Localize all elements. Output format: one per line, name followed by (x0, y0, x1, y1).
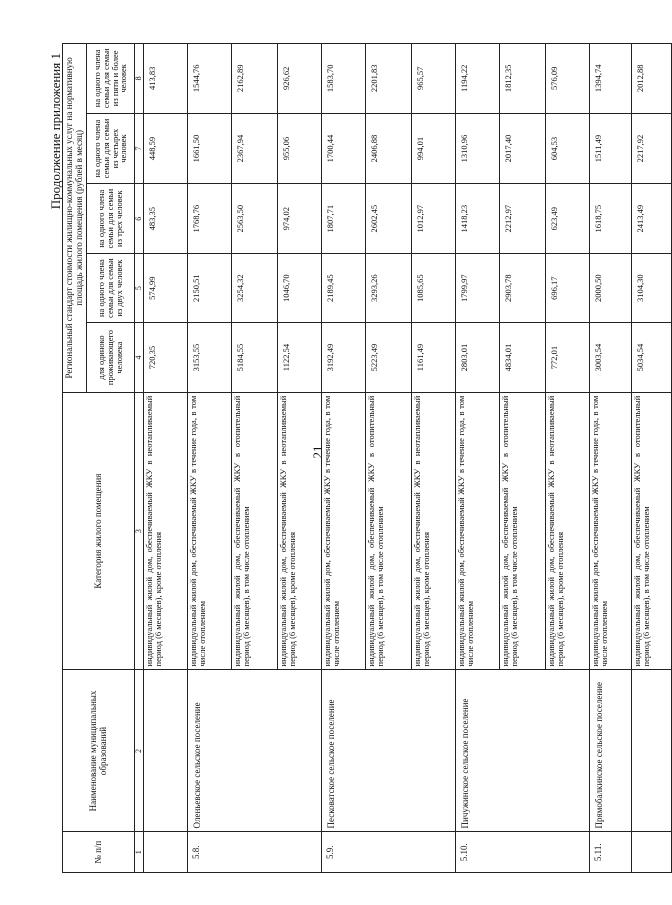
table-row (456, 44, 500, 873)
value-cell: 926,62 (278, 44, 322, 114)
value-cell: 1812,35 (500, 44, 546, 114)
value-cell: 1544,76 (188, 44, 232, 114)
value-cell: 604,53 (546, 113, 590, 184)
value-cell: 1583,70 (322, 44, 366, 114)
value-cell: 965,57 (412, 44, 456, 114)
header-sub-4: на одного члена семьи для семьи из четырех человек (87, 113, 135, 184)
value-cell: 2367,94 (232, 113, 278, 184)
municipality-name: Песковатское сельское поселение (322, 670, 456, 832)
value-cell: 955,06 (278, 113, 322, 184)
municipality-name (144, 670, 188, 832)
value-cell: 576,09 (546, 44, 590, 114)
header-category: Категория жилого помещения (63, 392, 135, 670)
value-cell: 1194,22 (456, 44, 500, 114)
header-sub-1: для одиноко проживающего человека (87, 323, 135, 392)
value-cell: 2217,92 (632, 113, 672, 184)
value-cell: 772,01 (546, 323, 590, 392)
category-cell: индивидуальный жилой дом, обеспечиваемый ЖКУ в течение года, в том числе отоплением (456, 392, 500, 670)
value-cell: 2150,51 (188, 253, 232, 322)
header-sub-5: на одного члена семьи для семьи из пяти и более человек (87, 44, 135, 114)
value-cell: 3003,54 (590, 323, 632, 392)
column-number-row (135, 44, 144, 873)
table-row (188, 44, 232, 873)
header-sub-2: на одного члена семьи для семьи из двух человек (87, 253, 135, 322)
category-cell: индивидуальный жилой дом, обеспечиваемый ЖКУ в неотапливаемый период (6 месяцев), кроме отопления (412, 392, 456, 670)
value-cell: 623,49 (546, 184, 590, 253)
category-cell: индивидуальный жилой дом, обеспечиваемый ЖКУ в течение года, в том числе отоплением (590, 392, 632, 670)
value-cell: 994,01 (412, 113, 456, 184)
header-standard: Региональный стандарт стоимости жилищно-коммунальных услуг на нормативную площадь жилого помещения (рублей в месяц) (63, 44, 87, 393)
colnum-2: 2 (135, 670, 144, 832)
value-cell: 5034,54 (632, 323, 672, 392)
value-cell: 1418,23 (456, 184, 500, 253)
category-cell: индивидуальный жилой дом, обеспечиваемый ЖКУ в неотапливаемый период (6 месяцев), кроме отопления (546, 392, 590, 670)
value-cell: 1046,70 (278, 253, 322, 322)
value-cell: 2189,45 (322, 253, 366, 322)
value-cell: 720,35 (144, 323, 188, 392)
row-number: 5.8. (188, 832, 322, 873)
category-cell: индивидуальный жилой дом, обеспечиваемый ЖКУ в течение года, в том числе отоплением (188, 392, 232, 670)
value-cell: 3192,49 (322, 323, 366, 392)
value-cell: 483,35 (144, 184, 188, 253)
value-cell: 5184,55 (232, 323, 278, 392)
colnum-6: 6 (135, 184, 144, 253)
value-cell: 2017,40 (500, 113, 546, 184)
category-cell: индивидуальный жилой дом, обеспечиваемый ЖКУ в отопительный период (6 месяцев), в том числе отоплением (366, 392, 412, 670)
value-cell: 2602,45 (366, 184, 412, 253)
row-number: 5.11. (590, 832, 632, 873)
table-row (322, 44, 366, 873)
value-cell: 413,83 (144, 44, 188, 114)
value-cell: 1122,54 (278, 323, 322, 392)
row-number: 5.10. (456, 832, 590, 873)
value-cell: 696,17 (546, 253, 590, 322)
category-cell: индивидуальный жилой дом, обеспечиваемый ЖКУ в неотапливаемый период (6 месяцев), кроме отопления (278, 392, 322, 670)
value-cell: 2012,88 (632, 44, 672, 114)
value-cell: 1161,49 (412, 323, 456, 392)
value-cell: 574,99 (144, 253, 188, 322)
table-row (632, 44, 672, 873)
value-cell: 1700,44 (322, 113, 366, 184)
value-cell: 2803,01 (456, 323, 500, 392)
header-municipality: Наименование муниципальных образований (63, 670, 135, 832)
value-cell: 2212,97 (500, 184, 546, 253)
page-number: 21 (310, 445, 325, 459)
value-cell: 1310,96 (456, 113, 500, 184)
value-cell: 448,59 (144, 113, 188, 184)
table-row (590, 44, 632, 873)
value-cell: 1511,49 (590, 113, 632, 184)
value-cell: 4834,01 (500, 323, 546, 392)
header-sub-3: на одного члена семьи для семьи из трех человек (87, 184, 135, 253)
municipality-name: Пичужинское сельское поселение (456, 670, 590, 832)
row-number: 5.9. (322, 832, 456, 873)
value-cell: 2406,88 (366, 113, 412, 184)
row-number (632, 832, 672, 873)
category-cell: индивидуальный жилой дом, обеспечиваемый ЖКУ в отопительный период (6 месяцев), в том числе отоплением (632, 392, 672, 670)
value-cell: 3104,30 (632, 253, 672, 322)
value-cell: 3153,55 (188, 323, 232, 392)
value-cell: 2903,78 (500, 253, 546, 322)
municipality-name: Оленьевское сельское поселение (188, 670, 322, 832)
colnum-7: 7 (135, 113, 144, 184)
value-cell: 1012,97 (412, 184, 456, 253)
value-cell: 1799,97 (456, 253, 500, 322)
appendix-caption: Продолжение приложения 1 (48, 53, 63, 210)
category-cell: индивидуальный жилой дом, обеспечиваемый ЖКУ в течение года, в том числе отоплением (322, 392, 366, 670)
value-cell: 1807,71 (322, 184, 366, 253)
value-cell: 974,02 (278, 184, 322, 253)
category-cell: индивидуальный жилой дом, обеспечиваемый ЖКУ в отопительный период (6 месяцев), в том числе отоплением (232, 392, 278, 670)
table-row (144, 44, 188, 873)
value-cell: 2413,49 (632, 184, 672, 253)
colnum-1: 1 (135, 832, 144, 873)
value-cell: 2000,50 (590, 253, 632, 322)
value-cell: 1085,65 (412, 253, 456, 322)
category-cell: индивидуальный жилой дом, обеспечиваемый ЖКУ в отопительный период (6 месяцев), в том числе отоплением (500, 392, 546, 670)
municipality-name (632, 670, 672, 832)
value-cell: 1618,75 (590, 184, 632, 253)
row-number (144, 832, 188, 873)
value-cell: 3293,26 (366, 253, 412, 322)
municipality-name: Прямобалкинское сельское поселение (590, 670, 632, 832)
category-cell: индивидуальный жилой дом, обеспечиваемый ЖКУ в неотапливаемый период (6 месяцев), кроме отопления (144, 392, 188, 670)
header-no: № п/п (63, 832, 135, 873)
colnum-5: 5 (135, 253, 144, 322)
value-cell: 2201,83 (366, 44, 412, 114)
header-row-1 (63, 44, 87, 873)
colnum-4: 4 (135, 323, 144, 392)
value-cell: 3254,32 (232, 253, 278, 322)
standard-cost-table (62, 43, 672, 873)
value-cell: 2162,89 (232, 44, 278, 114)
value-cell: 1394,74 (590, 44, 632, 114)
value-cell: 1661,50 (188, 113, 232, 184)
value-cell: 1768,76 (188, 184, 232, 253)
value-cell: 5223,49 (366, 323, 412, 392)
value-cell: 2563,50 (232, 184, 278, 253)
colnum-8: 8 (135, 44, 144, 114)
colnum-3: 3 (135, 392, 144, 670)
